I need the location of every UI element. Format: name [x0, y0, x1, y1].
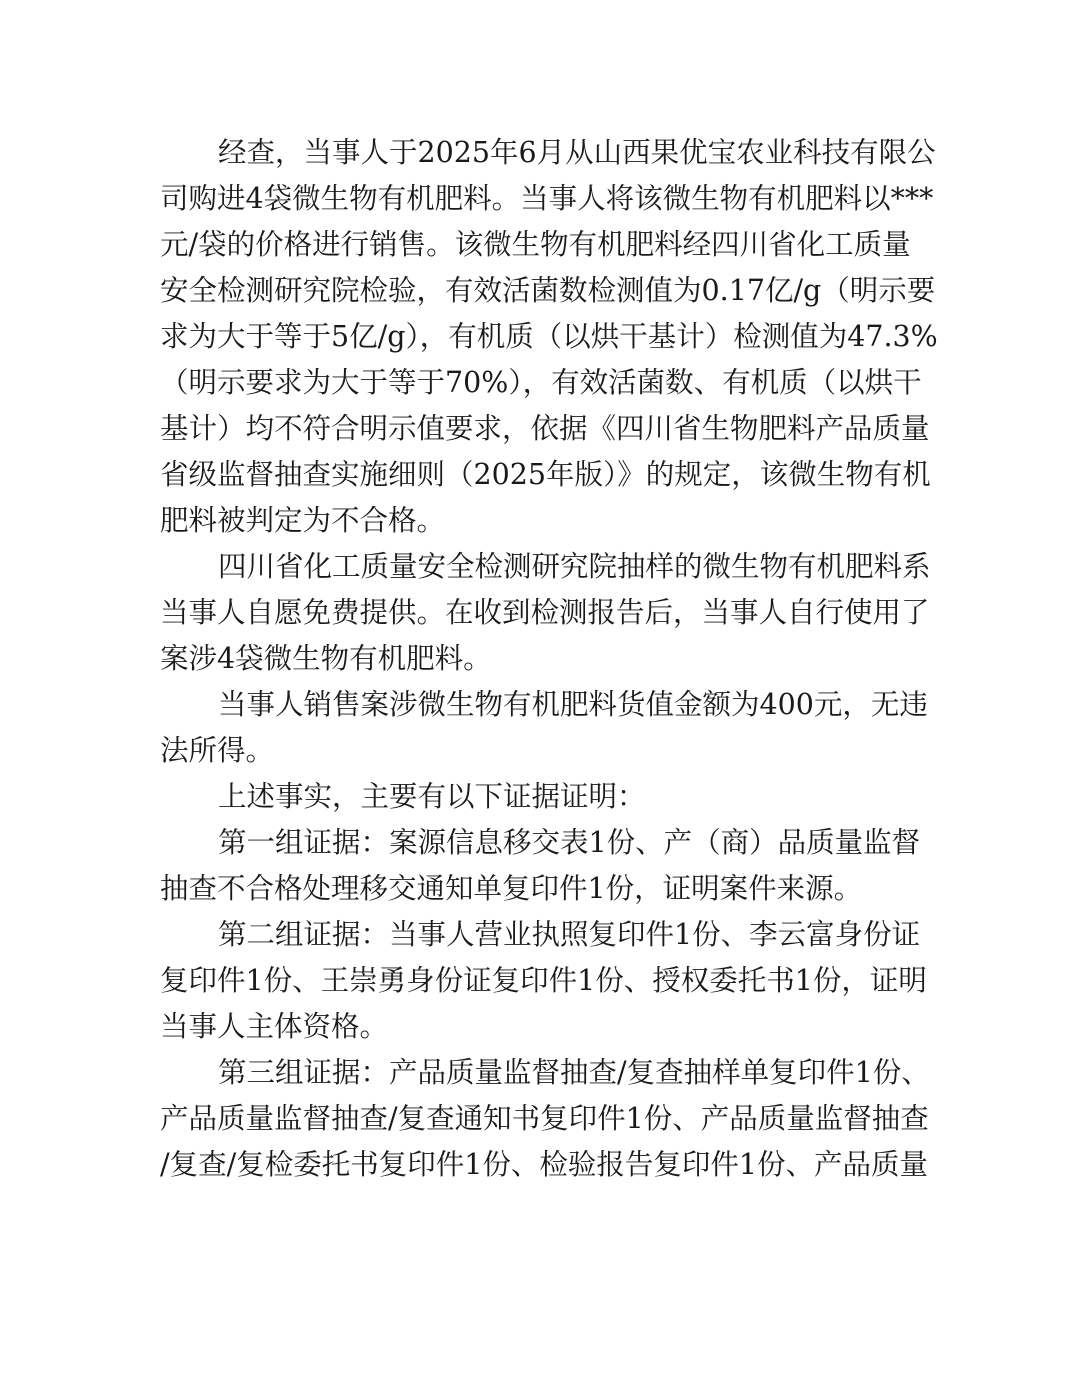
- text-line: 产品质量监督抽查/复查通知书复印件1份、产品质量监督抽查: [160, 1102, 929, 1135]
- text-line: 元/袋的价格进行销售。该微生物有机肥料经四川省化工质量: [160, 228, 911, 261]
- text-line: 当事人主体资格。: [160, 1010, 389, 1043]
- text-line: 第二组证据：当事人营业执照复印件1份、李云富身份证: [218, 918, 921, 951]
- text-line: 四川省化工质量安全检测研究院抽样的微生物有机肥料系: [218, 550, 931, 583]
- paragraph-findings: [160, 130, 938, 544]
- paragraph-evidence-group-3: [160, 1050, 930, 1188]
- text-line: 当事人自愿免费提供。在收到检测报告后，当事人自行使用了: [160, 596, 930, 629]
- text-line: （明示要求为大于等于70%），有效活菌数、有机质（以烘干: [160, 366, 922, 399]
- paragraph-sampling: [160, 544, 930, 682]
- text-line: 肥料被判定为不合格。: [160, 504, 446, 537]
- text-line: 第一组证据：案源信息移交表1份、产（商）品质量监督: [218, 826, 921, 859]
- text-line: 第三组证据：产品质量监督抽查/复查抽样单复印件1份、: [218, 1056, 930, 1089]
- text-line: 复印件1份、王崇勇身份证复印件1份、授权委托书1份，证明: [160, 964, 927, 997]
- text-line: 基计）均不符合明示值要求，依据《四川省生物肥料产品质量: [160, 412, 930, 445]
- text-line: 当事人销售案涉微生物有机肥料货值金额为400元，无违: [218, 688, 928, 721]
- paragraph-evidence-intro: [160, 774, 930, 820]
- document-body: [160, 130, 938, 1188]
- paragraph-value: [160, 682, 930, 774]
- text-line: 抽查不合格处理移交通知单复印件1份，证明案件来源。: [160, 872, 863, 905]
- text-line: 法所得。: [160, 734, 275, 767]
- text-line: 上述事实，主要有以下证据证明：: [218, 780, 646, 813]
- text-line: /复查/复检委托书复印件1份、检验报告复印件1份、产品质量: [160, 1148, 928, 1181]
- paragraph-evidence-group-2: [160, 912, 930, 1050]
- text-line: 求为大于等于5亿/g），有机质（以烘干基计）检测值为47.3%: [160, 320, 938, 353]
- text-line: 司购进4袋微生物有机肥料。当事人将该微生物有机肥料以***: [160, 182, 934, 215]
- text-line: 案涉4袋微生物有机肥料。: [160, 642, 492, 675]
- text-line: 省级监督抽查实施细则（2025年版）》的规定，该微生物有机: [160, 458, 931, 491]
- text-line: 经查，当事人于2025年6月从山西果优宝农业科技有限公: [218, 136, 936, 169]
- paragraph-evidence-group-1: [160, 820, 930, 912]
- text-line: 安全检测研究院检验，有效活菌数检测值为0.17亿/g（明示要: [160, 274, 936, 307]
